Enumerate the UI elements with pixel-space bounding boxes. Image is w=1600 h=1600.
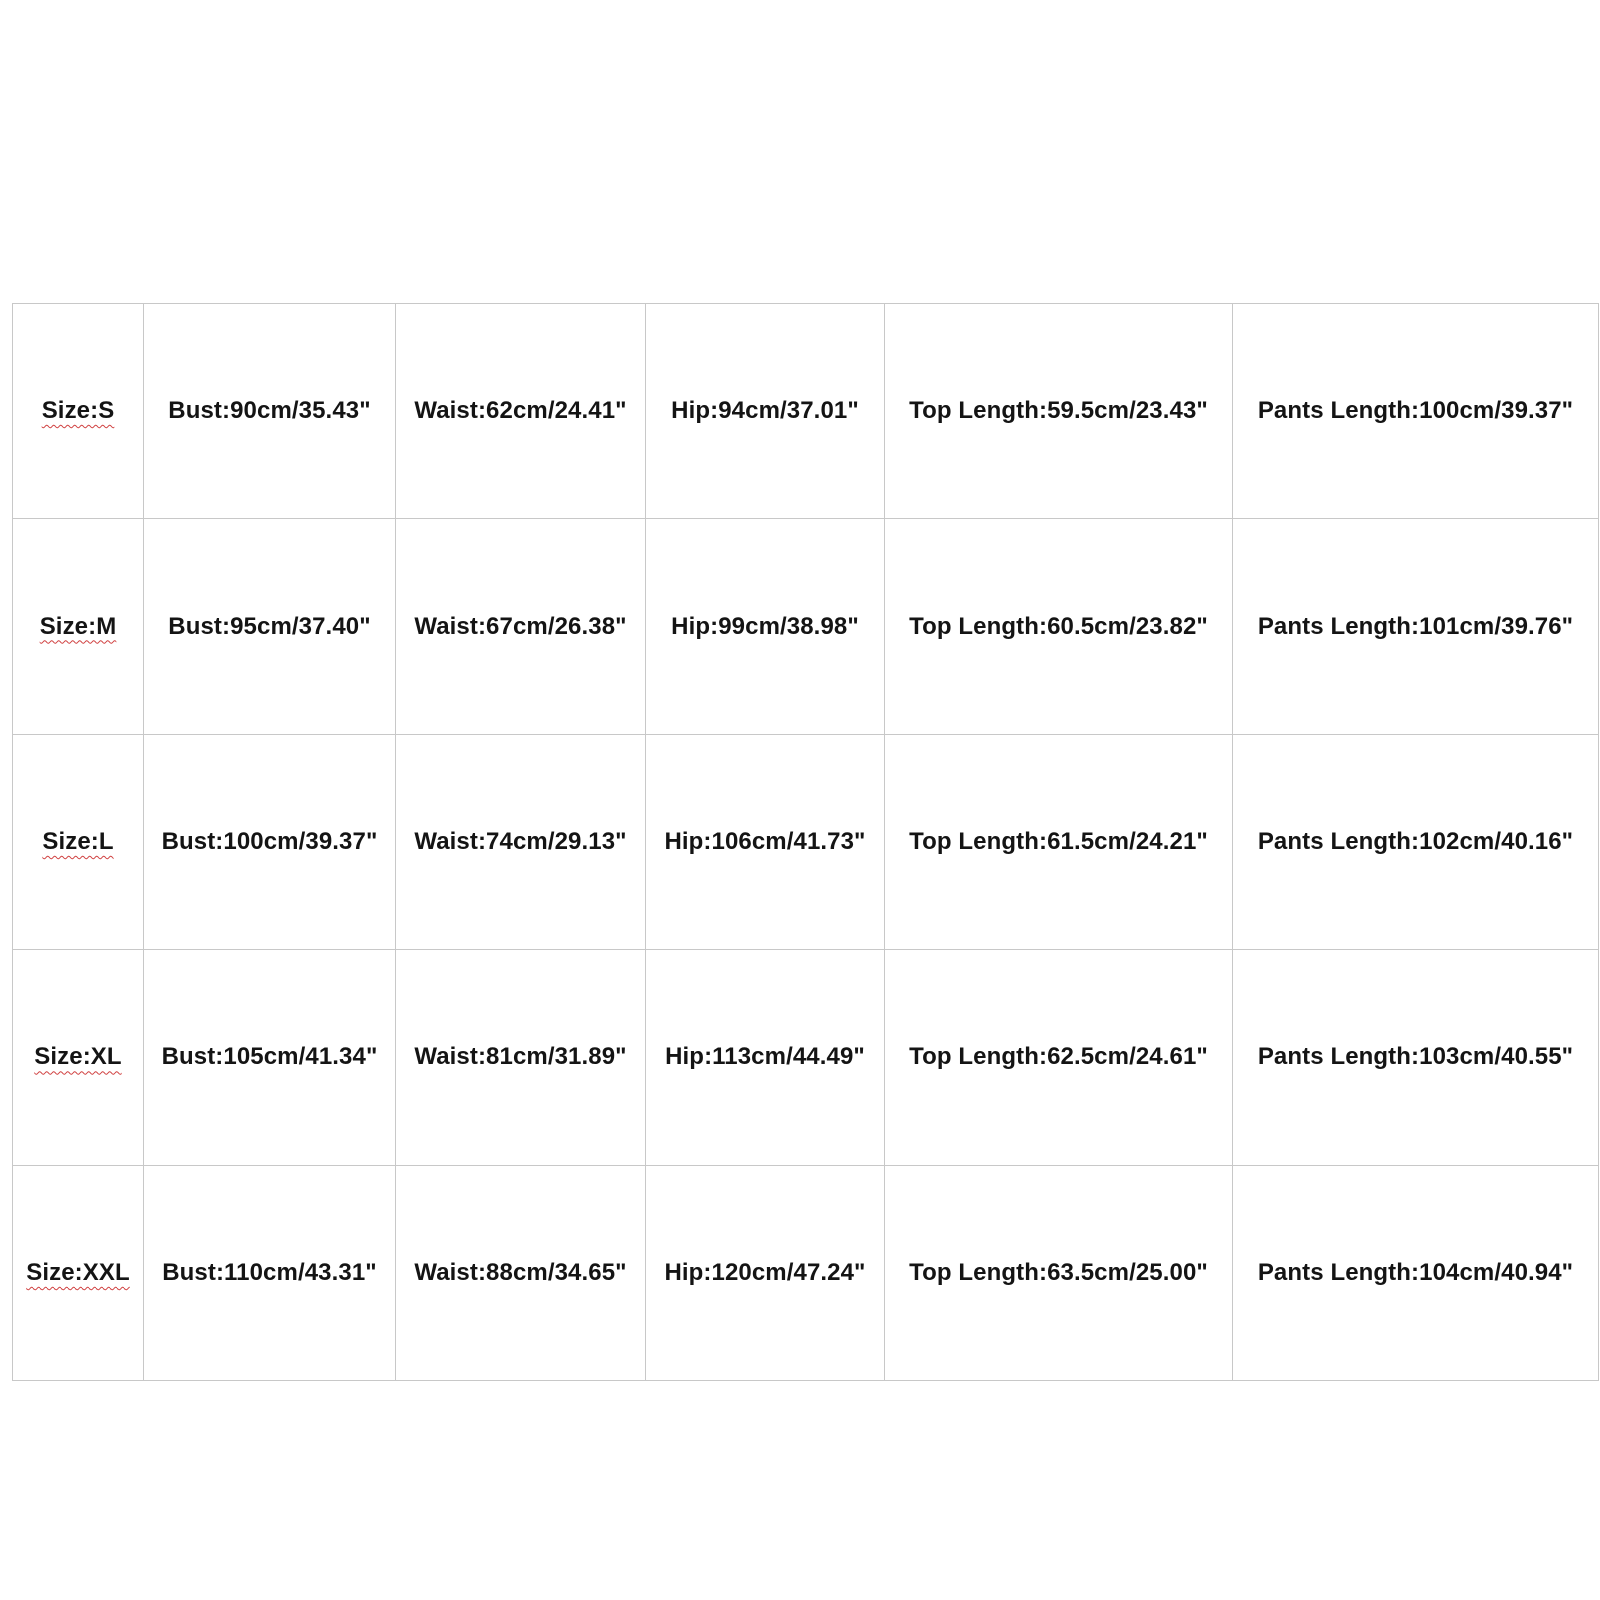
table-row	[13, 519, 1599, 734]
hip-cell: Hip:120cm/47.24"	[646, 1165, 885, 1380]
waist-cell: Waist:88cm/34.65"	[396, 1165, 646, 1380]
bust-cell: Bust:95cm/37.40"	[144, 519, 396, 734]
waist-cell: Waist:62cm/24.41"	[396, 304, 646, 519]
table-row	[13, 304, 1599, 519]
size-cell	[13, 1165, 144, 1380]
top-length-cell: Top Length:62.5cm/24.61"	[885, 950, 1233, 1165]
bust-cell: Bust:110cm/43.31"	[144, 1165, 396, 1380]
waist-cell: Waist:74cm/29.13"	[396, 734, 646, 949]
bust-cell: Bust:105cm/41.34"	[144, 950, 396, 1165]
pants-length-cell: Pants Length:103cm/40.55"	[1233, 950, 1599, 1165]
top-length-cell: Top Length:59.5cm/23.43"	[885, 304, 1233, 519]
pants-length-cell: Pants Length:101cm/39.76"	[1233, 519, 1599, 734]
size-cell	[13, 519, 144, 734]
size-label: Size:L	[42, 827, 114, 855]
top-length-cell: Top Length:63.5cm/25.00"	[885, 1165, 1233, 1380]
size-label: Size:XXL	[26, 1258, 130, 1286]
hip-cell: Hip:113cm/44.49"	[646, 950, 885, 1165]
pants-length-cell: Pants Length:104cm/40.94"	[1233, 1165, 1599, 1380]
top-length-cell: Top Length:60.5cm/23.82"	[885, 519, 1233, 734]
table-row	[13, 1165, 1599, 1380]
table-row	[13, 734, 1599, 949]
bust-cell: Bust:90cm/35.43"	[144, 304, 396, 519]
size-cell	[13, 304, 144, 519]
size-label: Size:S	[41, 397, 115, 425]
table-row	[13, 950, 1599, 1165]
waist-cell: Waist:81cm/31.89"	[396, 950, 646, 1165]
hip-cell: Hip:99cm/38.98"	[646, 519, 885, 734]
bust-cell: Bust:100cm/39.37"	[144, 734, 396, 949]
top-length-cell: Top Length:61.5cm/24.21"	[885, 734, 1233, 949]
size-cell	[13, 950, 144, 1165]
pants-length-cell: Pants Length:102cm/40.16"	[1233, 734, 1599, 949]
size-cell	[13, 734, 144, 949]
hip-cell: Hip:94cm/37.01"	[646, 304, 885, 519]
size-chart-table	[12, 303, 1599, 1381]
size-label: Size:XL	[34, 1043, 122, 1071]
size-label: Size:M	[39, 612, 117, 640]
pants-length-cell: Pants Length:100cm/39.37"	[1233, 304, 1599, 519]
waist-cell: Waist:67cm/26.38"	[396, 519, 646, 734]
hip-cell: Hip:106cm/41.73"	[646, 734, 885, 949]
